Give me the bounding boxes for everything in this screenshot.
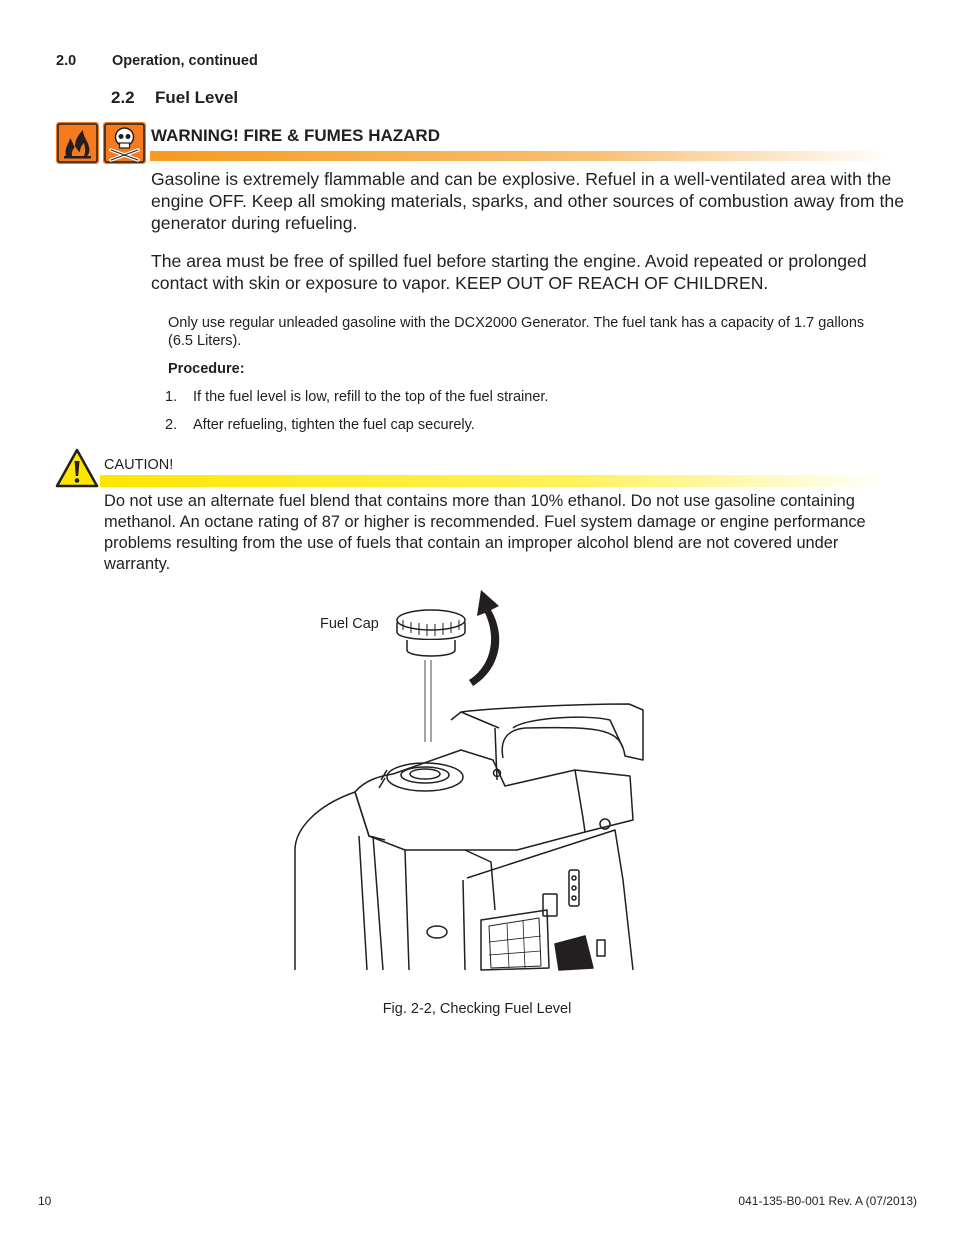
step-text: If the fuel level is low, refill to the top of the fuel strainer.	[193, 389, 549, 405]
warning-paragraph-2: The area must be free of spilled fuel before starting the engine. Avoid repeated or prolonged contact with skin or exposure to vapor. KEEP OUT OF REACH OF CHILDREN.	[151, 251, 867, 293]
section-title: Operation, continued	[112, 53, 258, 69]
fire-icon	[56, 122, 99, 164]
subsection-title: Fuel Level	[155, 88, 239, 107]
skull-crossbones-icon	[103, 122, 146, 164]
rotation-arrow-icon	[469, 590, 499, 686]
caution-text: Do not use an alternate fuel blend that contains more than 10% ethanol. Do not use gasoline containing methanol. An octane rating of 87 or higher is recommended. Fuel system damage or engine performance problems resulting from the use of fuels that contain an improper alcohol blend are not covered under warranty.	[104, 492, 866, 573]
subsection-number: 2.2	[111, 88, 135, 107]
warning-title: WARNING! FIRE & FUMES HAZARD	[151, 126, 440, 145]
generator-illustration	[285, 580, 655, 972]
step-number: 2.	[165, 417, 178, 433]
step-text: After refueling, tighten the fuel cap securely.	[193, 417, 475, 433]
subsection-header	[111, 88, 238, 108]
caution-title: CAUTION!	[104, 457, 174, 473]
exclamation-triangle-icon	[55, 448, 99, 488]
fuel-intro-text: Only use regular unleaded gasoline with the DCX2000 Generator. The fuel tank has a capacity of 1.7 gallons (6.5 Liters).	[168, 315, 865, 349]
figure-caption: Fig. 2-2, Checking Fuel Level	[382, 1001, 572, 1017]
caution-bar	[100, 475, 890, 487]
section-number: 2.0	[56, 53, 77, 69]
warning-bar	[150, 151, 892, 161]
warning-paragraph-1: Gasoline is extremely flammable and can be explosive. Refuel in a well-ventilated area with the engine OFF. Keep all smoking materials, sparks, and other sources of combustion away from the generator during refueling.	[151, 169, 904, 233]
fuel-cap-label: Fuel Cap	[320, 616, 379, 632]
page-number: 10	[38, 1194, 52, 1208]
document-id: 041-135-B0-001 Rev. A (07/2013)	[738, 1194, 917, 1208]
procedure-step	[165, 417, 475, 433]
procedure-label: Procedure:	[168, 361, 245, 377]
section-header	[56, 53, 258, 69]
step-number: 1.	[165, 389, 178, 405]
procedure-step	[165, 389, 548, 405]
